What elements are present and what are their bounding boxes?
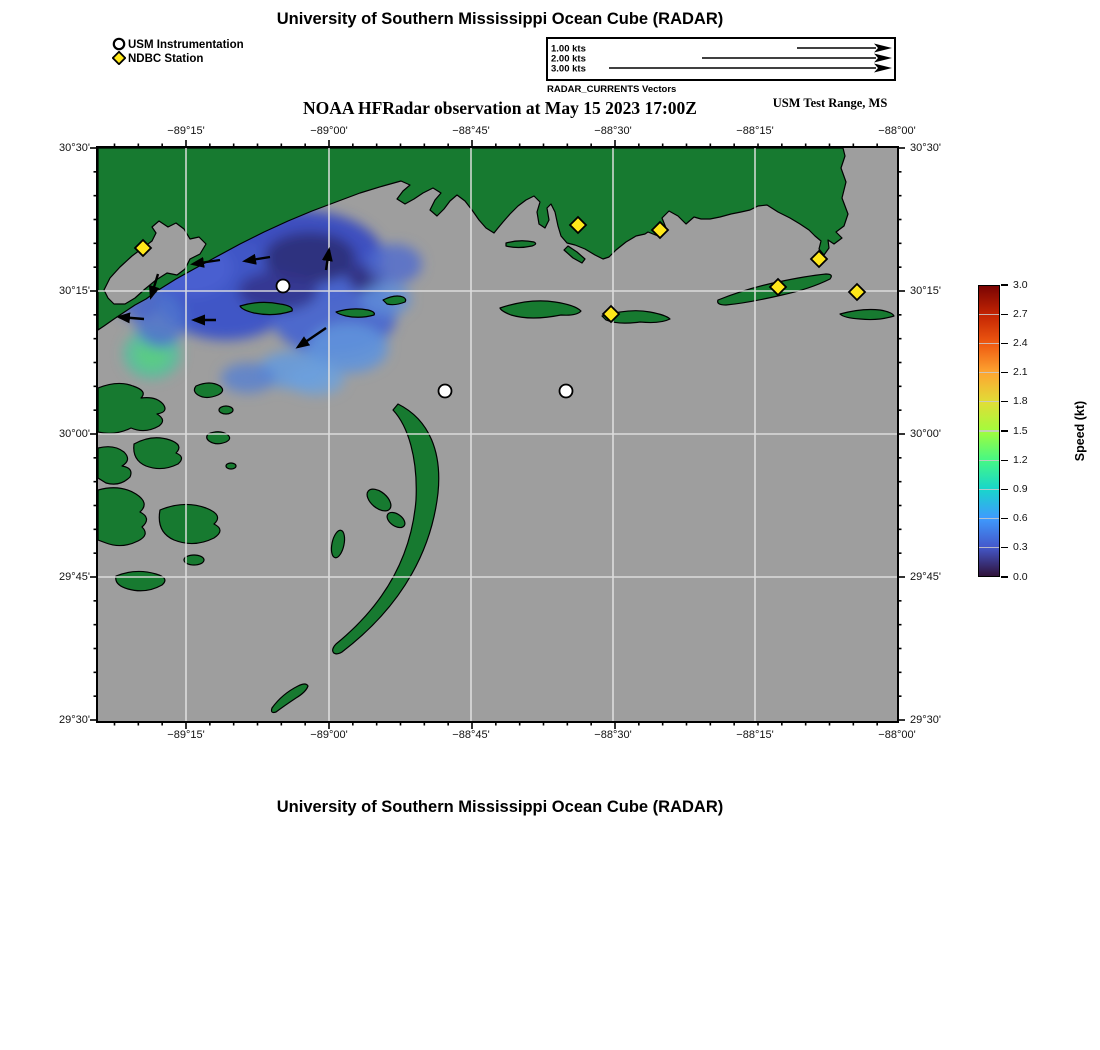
scale-arrow-head	[874, 64, 892, 73]
vector-scale-caption: RADAR_CURRENTS Vectors	[547, 84, 677, 95]
scale-entry-label: 1.00 kts	[551, 43, 586, 55]
colorbar-tick	[1001, 343, 1008, 344]
lon-label-top: −88°30'	[594, 125, 632, 137]
lon-label-bottom: −89°15'	[167, 729, 205, 741]
speed-blob	[366, 244, 422, 284]
lon-label-bottom: −88°30'	[594, 729, 632, 741]
usm-instrument-marker	[277, 280, 290, 293]
lat-label-left: 30°30'	[59, 142, 90, 154]
ship-island	[500, 301, 581, 318]
map-panel	[96, 146, 899, 723]
colorbar-tick	[1001, 547, 1008, 548]
scale-entry-label: 2.00 kts	[551, 53, 586, 65]
ndbc-station-marker	[849, 284, 865, 300]
colorbar-tick-label: 1.8	[1013, 395, 1028, 408]
lon-label-top: −89°15'	[167, 125, 205, 137]
arc-fragment-2	[384, 509, 407, 530]
colorbar-gridline	[979, 314, 999, 315]
marsh-9	[219, 406, 233, 414]
colorbar-tick-label: 3.0	[1013, 278, 1028, 291]
symbol-legend	[112, 37, 244, 65]
usm-instrument-marker	[560, 385, 573, 398]
vector-scale-box	[546, 37, 896, 81]
colorbar-tick-label: 2.4	[1013, 336, 1028, 349]
scale-arrow-head	[874, 54, 892, 63]
ndbc-diamond-icon	[112, 51, 126, 65]
marsh-3	[98, 447, 131, 484]
lon-label-bottom: −88°45'	[452, 729, 490, 741]
lon-label-top: −88°00'	[878, 125, 916, 137]
marsh-10	[184, 555, 204, 565]
legend-ndbc-label: NDBC Station	[128, 53, 204, 65]
dauphin-island	[840, 310, 894, 320]
lat-label-left: 29°30'	[59, 714, 90, 726]
colorbar-tick	[1001, 518, 1008, 519]
colorbar-gridline	[979, 372, 999, 373]
breton-island	[272, 684, 309, 713]
colorbar-gridline	[979, 343, 999, 344]
colorbar-gridline	[979, 489, 999, 490]
colorbar-tick	[1001, 401, 1008, 402]
deer-island	[506, 241, 536, 248]
arc-fragment-1	[363, 485, 395, 515]
lon-label-top: −88°45'	[452, 125, 490, 137]
chandeleur-arc	[333, 404, 439, 654]
lat-label-right: 29°45'	[910, 571, 941, 583]
marsh-2	[134, 438, 182, 469]
vector-scale-arrows	[548, 39, 894, 79]
lon-label-bottom: −89°00'	[310, 729, 348, 741]
colorbar-tick	[1001, 460, 1008, 461]
observation-subtitle: NOAA HFRadar observation at May 15 2023 17:00Z	[303, 98, 697, 118]
arc-fragment-3	[329, 529, 347, 559]
colorbar-tick-label: 1.2	[1013, 453, 1028, 466]
colorbar-gridline	[979, 460, 999, 461]
lon-label-bottom: −88°15'	[736, 729, 774, 741]
colorbar-tick-label: 0.6	[1013, 512, 1028, 525]
colorbar-tick-label: 0.0	[1013, 570, 1028, 583]
lat-label-right: 30°00'	[910, 428, 941, 440]
colorbar-tick-label: 1.5	[1013, 424, 1028, 437]
page-title: University of Southern Mississippi Ocean Cube (RADAR)	[276, 10, 724, 28]
scale-entry-label: 3.00 kts	[551, 63, 586, 75]
marsh-1	[98, 383, 165, 433]
legend-row-usm	[112, 37, 244, 51]
colorbar-tick-label: 0.9	[1013, 482, 1028, 495]
map-canvas	[98, 148, 897, 721]
colorbar-gridline	[979, 547, 999, 548]
delta-spit	[564, 246, 585, 263]
colorbar-tick	[1001, 314, 1008, 315]
colorbar-gridline	[979, 518, 999, 519]
marsh-6	[116, 571, 165, 590]
usm-instrument-marker	[439, 385, 452, 398]
lat-label-right: 30°15'	[910, 285, 941, 297]
colorbar-gridline	[979, 401, 999, 402]
lat-label-right: 29°30'	[910, 714, 941, 726]
lat-label-left: 30°15'	[59, 285, 90, 297]
colorbar-tick-label: 2.7	[1013, 307, 1028, 320]
colorbar-tick	[1001, 489, 1008, 490]
speed-blob	[221, 363, 275, 393]
colorbar-tick	[1001, 372, 1008, 373]
marsh-11	[226, 463, 236, 469]
colorbar-tick	[1001, 284, 1008, 285]
legend-usm-label: USM Instrumentation	[128, 39, 244, 51]
colorbar-title: Speed (kt)	[1073, 400, 1087, 462]
colorbar-tick-label: 0.3	[1013, 541, 1028, 554]
colorbar-tick-label: 2.1	[1013, 366, 1028, 379]
marsh-5	[159, 504, 220, 543]
lat-label-right: 30°30'	[910, 142, 941, 154]
lon-label-top: −89°00'	[310, 125, 348, 137]
lat-label-left: 29°45'	[59, 571, 90, 583]
legend-row-ndbc	[112, 51, 244, 65]
colorbar-tick	[1001, 430, 1008, 431]
footer-title: University of Southern Mississippi Ocean Cube (RADAR)	[276, 798, 724, 816]
lon-label-top: −88°15'	[736, 125, 774, 137]
land-masses	[98, 148, 894, 713]
marsh-4	[98, 488, 147, 546]
speed-blob	[288, 365, 344, 395]
usm-circle-icon	[112, 37, 126, 51]
colorbar-tick	[1001, 576, 1008, 577]
marsh-7	[194, 383, 222, 398]
range-label: USM Test Range, MS	[772, 96, 888, 110]
lat-label-left: 30°00'	[59, 428, 90, 440]
scale-arrow-head	[874, 44, 892, 53]
lon-label-bottom: −88°00'	[878, 729, 916, 741]
colorbar-gridline	[979, 430, 999, 431]
